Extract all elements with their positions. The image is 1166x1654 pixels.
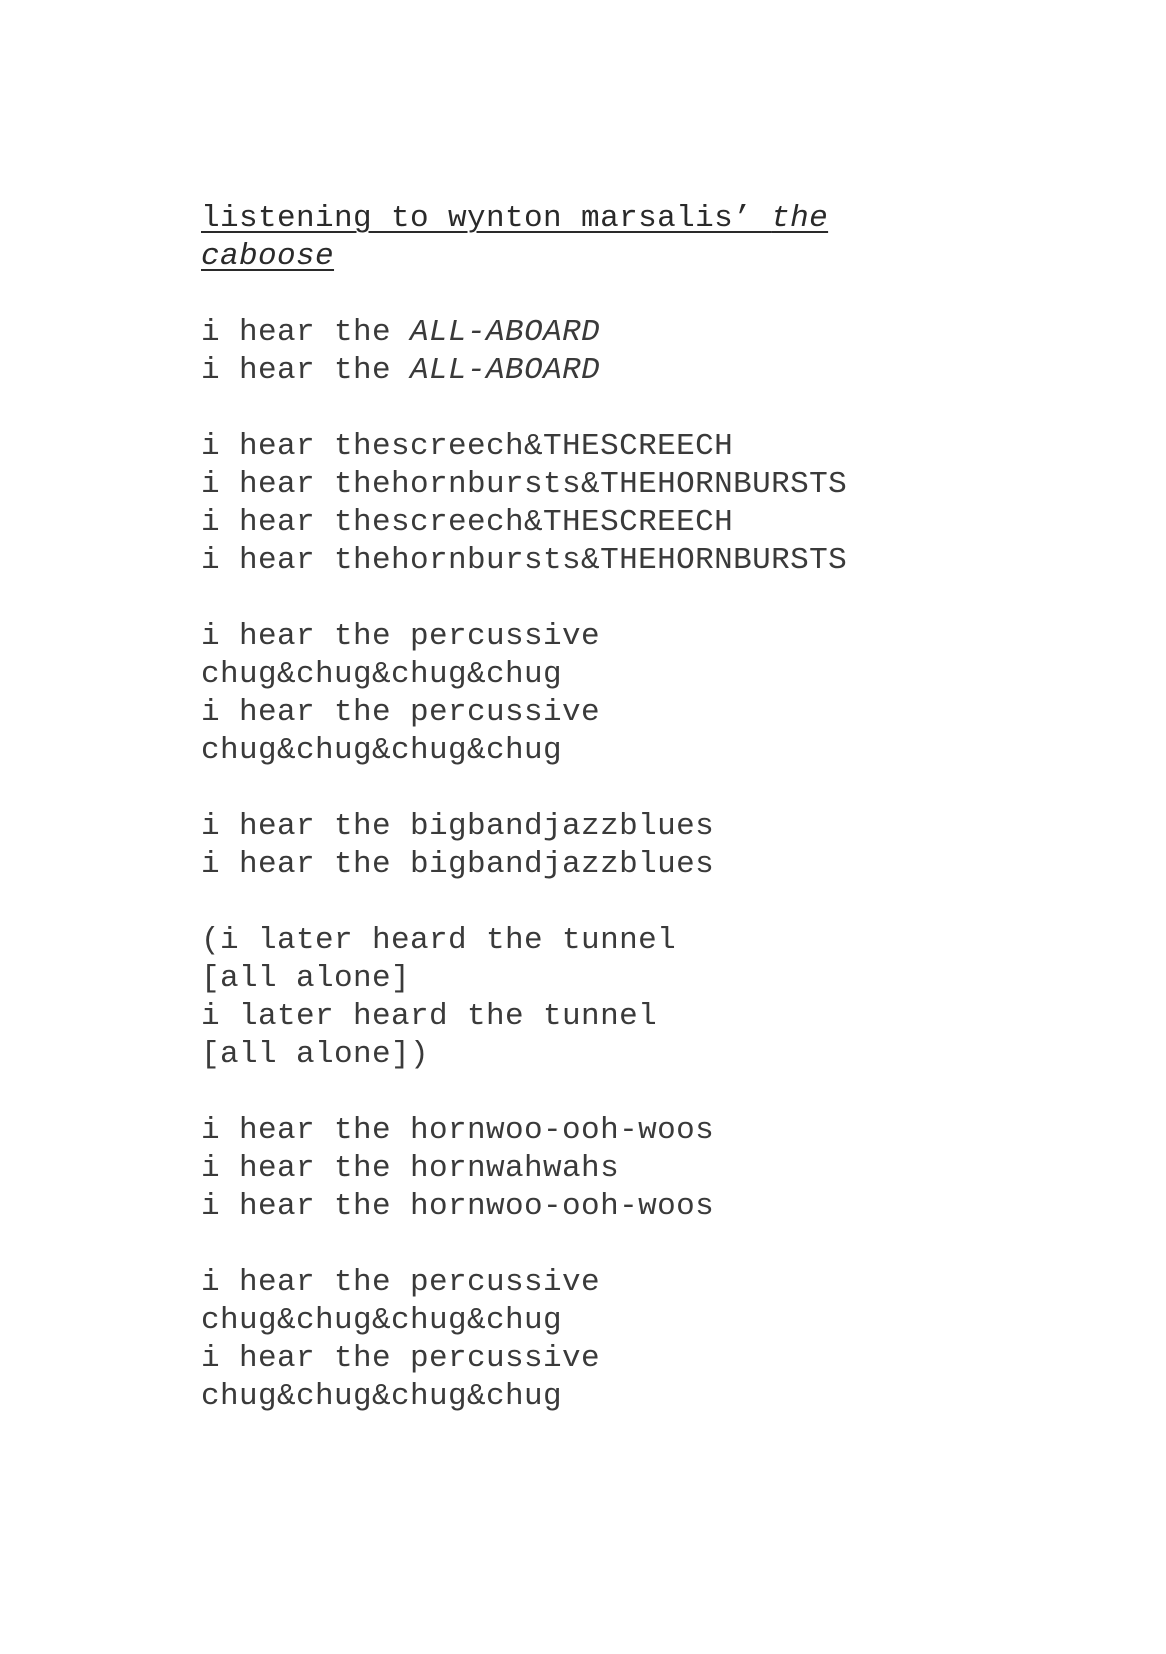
stanza-3 <box>201 618 961 770</box>
line-prefix: i hear the <box>201 353 411 388</box>
stanza-gap <box>201 770 961 808</box>
stanza-line: chug&chug&chug&chug <box>201 1379 563 1414</box>
stanza-line: i hear the bigbandjazzblues <box>201 847 715 882</box>
title-line-2 <box>201 238 961 276</box>
title-text <box>201 201 828 236</box>
title-italic-the: the <box>771 201 829 236</box>
title-italic-caboose: caboose <box>201 239 335 274</box>
stanza-line: chug&chug&chug&chug <box>201 1303 563 1338</box>
stanza-line: i hear thescreech&THESCREECH <box>201 429 734 464</box>
title-line-1 <box>201 200 961 238</box>
stanza-line: i hear the percussive <box>201 695 601 730</box>
stanza-line: [all alone]) <box>201 1037 430 1072</box>
stanza-gap <box>201 1074 961 1112</box>
stanza-gap <box>201 580 961 618</box>
stanza-line: [all alone] <box>201 961 411 996</box>
stanza-line: i hear the hornwoo-ooh-woos <box>201 1113 715 1148</box>
stanza-line: i hear thehornbursts&THEHORNBURSTS <box>201 467 848 502</box>
stanza-line: (i later heard the tunnel <box>201 923 677 958</box>
poem-title <box>201 200 961 276</box>
line-italic: ALL-ABOARD <box>410 353 601 388</box>
stanza-line: i hear the hornwoo-ooh-woos <box>201 1189 715 1224</box>
stanza-gap <box>201 390 961 428</box>
stanza-line: i hear the percussive <box>201 1265 601 1300</box>
stanza-line: chug&chug&chug&chug <box>201 733 563 768</box>
stanza-line <box>201 314 961 352</box>
stanza-5 <box>201 922 961 1074</box>
stanza-line: i hear thehornbursts&THEHORNBURSTS <box>201 543 848 578</box>
stanza-line: i hear thescreech&THESCREECH <box>201 505 734 540</box>
stanza-line: i hear the hornwahwahs <box>201 1151 620 1186</box>
stanza-1 <box>201 314 961 390</box>
stanza-2 <box>201 428 961 580</box>
stanza-line: i hear the percussive <box>201 619 601 654</box>
poem-body <box>201 200 961 1416</box>
stanza-line: chug&chug&chug&chug <box>201 657 563 692</box>
stanza-7 <box>201 1264 961 1416</box>
line-prefix: i hear the <box>201 315 411 350</box>
title-text-2 <box>201 239 334 274</box>
stanza-line <box>201 352 961 390</box>
stanza-line: i later heard the tunnel <box>201 999 658 1034</box>
stanza-line: i hear the bigbandjazzblues <box>201 809 715 844</box>
stanza-gap <box>201 276 961 314</box>
stanza-gap <box>201 1226 961 1264</box>
stanza-gap <box>201 884 961 922</box>
stanza-line: i hear the percussive <box>201 1341 601 1376</box>
line-italic: ALL-ABOARD <box>410 315 601 350</box>
stanza-4 <box>201 808 961 884</box>
title-prefix: listening to wynton marsalis’ <box>201 201 772 236</box>
stanza-6 <box>201 1112 961 1226</box>
